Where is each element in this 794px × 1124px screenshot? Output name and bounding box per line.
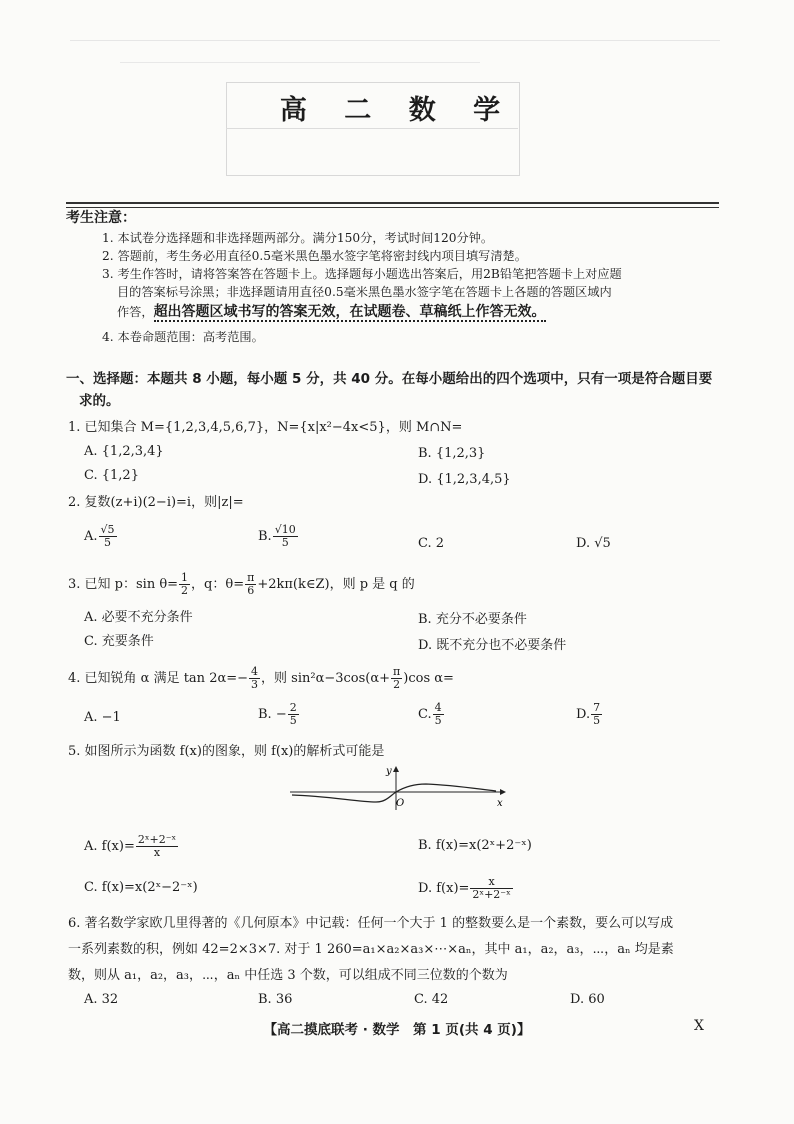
question-1-option-a: A. {1,2,3,4}: [84, 444, 164, 459]
header-rule-thin: [66, 207, 719, 208]
section-line-1: 一、选择题：本题共 8 小题，每小题 5 分，共 40 分。在每小题给出的四个选项中，只有一项是符合题目要: [66, 371, 713, 387]
question-5-option-b: B. f(x)=x(2ˣ+2⁻ˣ): [418, 838, 532, 853]
numerator: √10: [274, 523, 296, 536]
question-3-option-a: A. 必要不充分条件: [84, 610, 193, 625]
question-2-option-a: [84, 524, 118, 549]
question-6-option-b: B. 36: [258, 992, 293, 1007]
note-item-3-prefix: 作答，: [117, 305, 154, 319]
question-2-option-c: C. 2: [418, 536, 445, 551]
question-1-option-b: B. {1,2,3}: [418, 446, 486, 461]
bleed-through-line: [70, 40, 720, 41]
question-2-stem: 2. 复数(z+i)(2−i)=i，则|z|=: [68, 495, 244, 510]
question-1-option-c: C. {1,2}: [84, 468, 139, 483]
denominator: 5: [281, 536, 289, 549]
question-5-option-c: C. f(x)=x(2ˣ−2⁻ˣ): [84, 880, 198, 895]
x-axis-label: x: [497, 798, 503, 809]
option-label: B.: [258, 529, 272, 544]
fraction: [99, 524, 117, 549]
question-2-option-b: [258, 524, 299, 549]
fraction: [433, 702, 444, 727]
note-item-3: 3. 考生作答时，请将答案答在答题卡上。选择题每小题选出答案后，用2B铅笔把答题卡上对应题: [102, 267, 622, 281]
stem-text: ，q：θ=: [191, 577, 245, 592]
bleed-through-line: [120, 62, 480, 63]
section-heading: [66, 368, 728, 412]
denominator: 2ˣ+2⁻ˣ: [472, 888, 511, 901]
header-rule: [66, 202, 719, 204]
page-title: 高 二 数 学: [279, 95, 515, 126]
question-6-line-3: 数，则从 a₁，a₂，a₃，⋯，aₙ 中任选 3 个数，可以组成不同三位数的个数为: [68, 968, 508, 983]
fraction: [470, 876, 512, 901]
question-4-option-d: [576, 702, 603, 727]
question-3-option-c: C. 充要条件: [84, 634, 154, 649]
numerator: 4: [434, 701, 442, 714]
denominator: 6: [247, 584, 255, 597]
denominator: 3: [251, 678, 259, 691]
stem-text: 4. 已知锐角 α 满足 tan 2α=−: [68, 671, 249, 686]
question-3-option-d: D. 既不充分也不必要条件: [418, 638, 567, 653]
question-4-stem: [68, 666, 454, 691]
question-5-stem: 5. 如图所示为函数 f(x)的图象，则 f(x)的解析式可能是: [68, 744, 385, 759]
question-5-option-a: [84, 834, 179, 859]
question-3-stem: [68, 572, 415, 597]
fraction: [249, 666, 260, 691]
numerator: √5: [100, 523, 115, 536]
denominator: 5: [593, 714, 601, 727]
fraction: [273, 524, 298, 549]
y-axis-arrow-icon: [393, 766, 399, 772]
option-label: A.: [84, 529, 98, 544]
x-axis-arrow-icon: [500, 789, 506, 795]
question-6-line-1: 6. 著名数学家欧几里得著的《几何原本》中记载：任何一个大于 1 的整数要么是一个素数，要么可以写成: [68, 916, 674, 931]
notes-heading: 考生注意：: [66, 210, 136, 226]
question-6-option-c: C. 42: [414, 992, 449, 1007]
question-6-option-d: D. 60: [570, 992, 605, 1007]
stem-text: )cos α=: [403, 671, 454, 686]
section-line-2: 求的。: [79, 393, 120, 409]
denominator: 5: [289, 714, 297, 727]
note-item-3-end: [117, 303, 546, 321]
fraction: [245, 572, 256, 597]
function-curve: [292, 784, 496, 802]
question-6-line-2: 一系列素数的积，例如 42=2×3×7. 对于 1 260=a₁×a₂×a₃×⋯×aₙ，其中 a₁，a₂，a₃，⋯，aₙ 均是素: [68, 942, 674, 957]
function-graph: [288, 764, 508, 812]
page-footer: 【高二摸底联考 · 数学 第 1 页(共 4 页)】: [263, 1022, 531, 1038]
numerator: 4: [251, 665, 259, 678]
numerator: π: [393, 665, 401, 678]
question-6-option-a: A. 32: [84, 992, 119, 1007]
question-4-option-a: A. −1: [84, 710, 121, 725]
option-label: D.: [576, 707, 591, 722]
question-3-option-b: B. 充分不必要条件: [418, 612, 527, 627]
numerator: 2: [289, 701, 297, 714]
option-label: B. −: [258, 707, 287, 722]
option-label: A. f(x)=: [84, 839, 135, 854]
fraction: [391, 666, 402, 691]
fraction: [288, 702, 299, 727]
numerator: π: [247, 571, 255, 584]
question-1-option-d: D. {1,2,3,4,5}: [418, 472, 511, 487]
stem-text: +2kπ(k∈Z)，则 p 是 q 的: [257, 577, 415, 592]
denominator: 2: [181, 584, 189, 597]
numerator: 7: [593, 701, 601, 714]
note-item-4: 4. 本卷命题范围：高考范围。: [102, 330, 264, 344]
option-label: D. f(x)=: [418, 881, 470, 896]
denominator: 2: [393, 678, 401, 691]
question-2-option-d: D. √5: [576, 536, 611, 551]
y-axis-label: y: [386, 766, 392, 777]
denominator: 5: [434, 714, 442, 727]
denominator: 5: [104, 536, 112, 549]
denominator: x: [153, 846, 161, 859]
note-item-3-cont: 目的答案标号涂黑；非选择题请用直径0.5毫米黑色墨水签字笔在答题卡上各题的答题区域内: [117, 285, 612, 299]
bleed-through-line: [226, 128, 518, 129]
stem-text: 3. 已知 p：sin θ=: [68, 577, 179, 592]
numerator: 2ˣ+2⁻ˣ: [137, 833, 177, 846]
note-item-1: 1. 本试卷分选择题和非选择题两部分。满分150分，考试时间120分钟。: [102, 231, 494, 245]
note-item-2: 2. 答题前，考生务必用直径0.5毫米黑色墨水签字笔将密封线内项目填写清楚。: [102, 249, 527, 263]
fraction: [179, 572, 190, 597]
stem-text: ，则 sin²α−3cos(α+: [261, 671, 391, 686]
question-1-stem: 1. 已知集合 M={1,2,3,4,5,6,7}，N={x|x²−4x<5}，则 M∩N=: [68, 420, 463, 435]
question-5-option-d: [418, 876, 514, 901]
fraction: [136, 834, 178, 859]
version-mark: X: [694, 1018, 704, 1034]
numerator: 1: [181, 571, 189, 584]
question-4-option-b: [258, 702, 300, 727]
option-label: C.: [418, 707, 432, 722]
note-warning: 超出答题区域书写的答案无效，在试题卷、草稿纸上作答无效。: [153, 304, 546, 320]
question-4-option-c: [418, 702, 445, 727]
origin-label: O: [396, 798, 405, 809]
fraction: [591, 702, 602, 727]
numerator: x: [470, 876, 512, 889]
